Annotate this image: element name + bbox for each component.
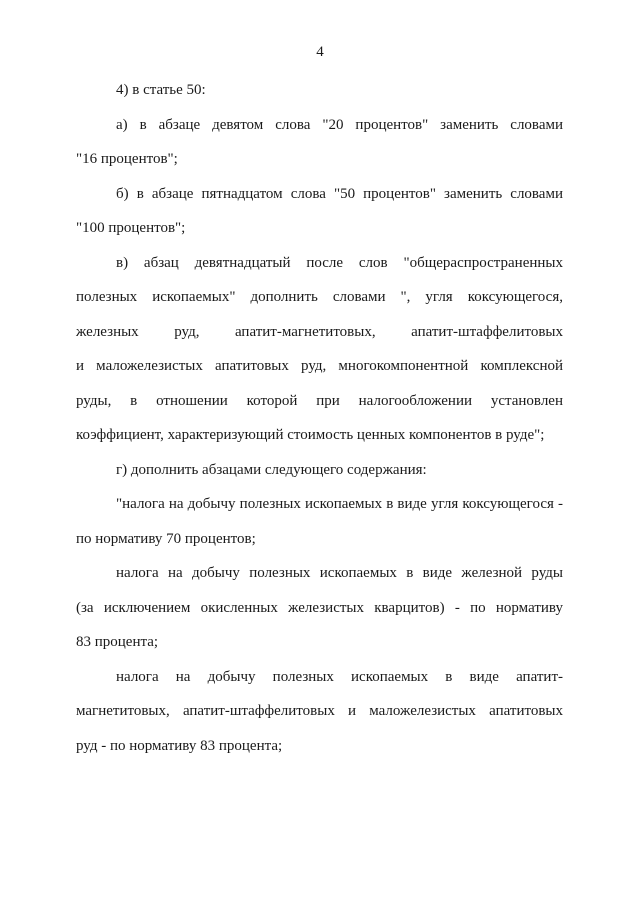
page-number: 4: [316, 44, 324, 60]
text-line: железных руд, апатит-магнетитовых, апатит-штаффелитовых: [76, 323, 563, 340]
paragraph-quote-apatite: [76, 660, 563, 764]
paragraph-item-a: [76, 108, 563, 177]
text-line: руд - по нормативу 83 процента;: [76, 737, 283, 754]
text-line: и маложелезистых апатитовых руд, многокомпонентной комплексной: [76, 358, 563, 374]
text-line: г) дополнить абзацами следующего содержания:: [116, 461, 427, 478]
text-line: "100 процентов";: [76, 220, 186, 236]
text-line: "16 процентов";: [76, 151, 178, 167]
paragraph-item-4: [76, 73, 563, 108]
text-line: налога на добычу полезных ископаемых в виде железной руды: [116, 565, 563, 581]
paragraph-quote-iron: [76, 556, 563, 660]
paragraph-quote-coal: [76, 487, 563, 556]
document-body: [76, 73, 563, 763]
text-line: в) абзац девятнадцатый после слов "общераспространенных: [116, 254, 563, 271]
text-line: магнетитовых, апатит-штаффелитовых и маложелезистых апатитовых: [76, 703, 563, 719]
text-line: б) в абзаце пятнадцатом слова "50 процентов" заменить словами: [116, 185, 563, 202]
text-line: а) в абзаце девятом слова "20 процентов" заменить словами: [116, 116, 563, 133]
text-line: 4) в статье 50:: [116, 82, 206, 98]
text-line: по нормативу 70 процентов;: [76, 530, 256, 547]
paragraph-item-b: [76, 177, 563, 246]
paragraph-item-v: [76, 246, 563, 453]
text-line: коэффициент, характеризующий стоимость ценных компонентов в руде";: [76, 427, 545, 443]
text-line: руды, в отношении которой при налогообложении установлен: [76, 392, 563, 409]
text-line: "налога на добычу полезных ископаемых в виде угля коксующегося -: [116, 496, 563, 512]
text-line: 83 процента;: [76, 634, 159, 650]
paragraph-item-g: [76, 453, 563, 488]
text-line: полезных ископаемых" дополнить словами ", угля коксующегося,: [76, 289, 563, 305]
text-line: налога на добычу полезных ископаемых в виде апатит-: [116, 668, 563, 685]
text-line: (за исключением окисленных железистых кварцитов) - по нормативу: [76, 599, 563, 616]
